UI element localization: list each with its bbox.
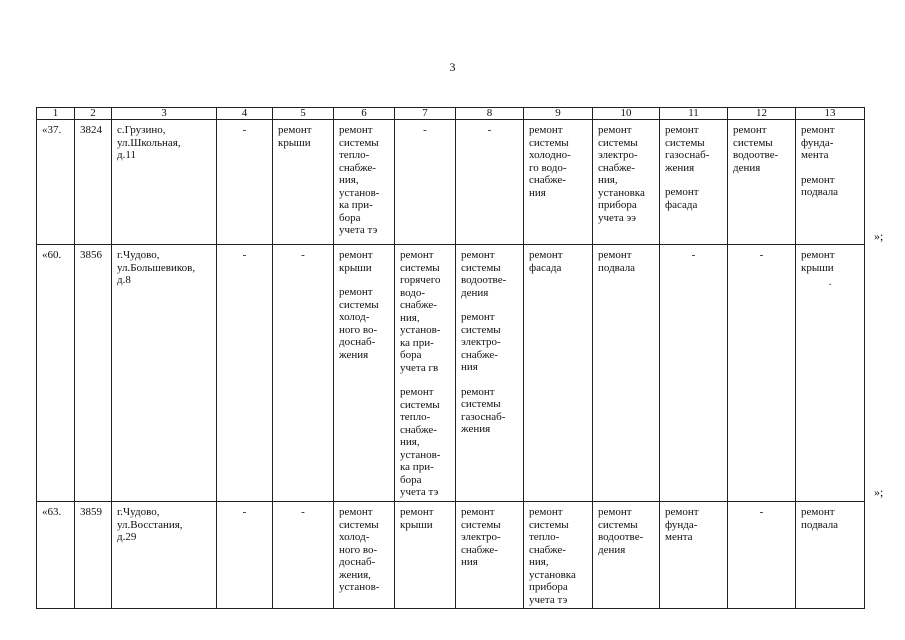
cell-c10	[593, 502, 660, 609]
address: г.Чудово, ул.Большевиков, д.8	[117, 249, 196, 286]
building-code: 3856	[75, 245, 112, 502]
col-header: 4	[217, 108, 273, 120]
col-header: 5	[273, 108, 334, 120]
col-header: 3	[112, 108, 217, 120]
col-header: 6	[334, 108, 395, 120]
cell-c11	[660, 502, 728, 609]
table-row	[37, 502, 865, 609]
col-header: 8	[456, 108, 524, 120]
cell-c10	[593, 120, 660, 245]
address: с.Грузино, ул.Школьная, д.11	[117, 124, 181, 161]
address: г.Чудово, ул.Восстания, д.29	[117, 506, 183, 543]
work-item: ремонт фасада	[529, 249, 563, 274]
cell-c7: -	[395, 120, 456, 245]
work-item: ремонт системы горячего водо- снабже- ния, установ- ка при- бора учета гв	[400, 249, 441, 374]
repair-schedule-table	[36, 107, 865, 609]
row-closing-mark: »;	[874, 485, 884, 499]
row-number: «63.	[37, 502, 75, 609]
row-number: «37.	[37, 120, 75, 245]
col-header: 10	[593, 108, 660, 120]
col-header: 13	[796, 108, 865, 120]
work-item: ремонт системы электро- снабже- ния	[461, 311, 501, 373]
address-cell	[112, 120, 217, 245]
work-item: ремонт системы холод- ного во- доснаб- жения, установ-	[339, 506, 380, 593]
work-item: ремонт системы водоотве- дения	[461, 249, 507, 299]
cell-c5: -	[273, 245, 334, 502]
spacer	[339, 274, 389, 286]
col-header: 11	[660, 108, 728, 120]
work-item: ремонт крыши	[400, 506, 434, 531]
col-header: 1	[37, 108, 75, 120]
work-item: ремонт системы водоотве- дения	[733, 124, 779, 174]
work-item: ремонт системы тепло- снабже- ния, установ- ка при- бора учета тэ	[339, 124, 380, 236]
cell-c11	[660, 120, 728, 245]
work-item: ремонт системы электро- снабже- ния, установка прибора учета ээ	[598, 124, 645, 224]
address-cell	[112, 245, 217, 502]
stray-mark: ·	[828, 280, 832, 291]
work-item: ремонт системы газоснаб- жения	[665, 124, 710, 174]
cell-c7	[395, 245, 456, 502]
cell-c8	[456, 502, 524, 609]
work-item: ремонт подвала	[801, 173, 839, 198]
cell-c12: -	[728, 502, 796, 609]
row-number: «60.	[37, 245, 75, 502]
col-header: 12	[728, 108, 796, 120]
building-code: 3824	[75, 120, 112, 245]
cell-c9	[524, 120, 593, 245]
page-number: 3	[449, 60, 456, 74]
cell-c6	[334, 120, 395, 245]
cell-c5	[273, 120, 334, 245]
work-item: ремонт крыши	[801, 249, 835, 274]
col-header: 9	[524, 108, 593, 120]
work-item: ремонт системы тепло- снабже- ния, установка прибора учета тэ	[529, 506, 576, 606]
cell-c8: -	[456, 120, 524, 245]
spacer	[801, 162, 859, 174]
col-header: 2	[75, 108, 112, 120]
spacer	[665, 174, 722, 186]
table-row	[37, 245, 865, 502]
work-item: ремонт системы тепло- снабже- ния, установ- ка при- бора учета тэ	[400, 386, 441, 498]
work-item: ремонт системы водоотве- дения	[598, 506, 644, 556]
cell-c9	[524, 245, 593, 502]
work-item: ремонт системы холод- ного во- доснаб- жения	[339, 286, 379, 361]
address-cell	[112, 502, 217, 609]
row-closing-mark: »;	[874, 229, 884, 243]
spacer	[461, 374, 518, 386]
work-item: ремонт системы газоснаб- жения	[461, 385, 506, 435]
work-item: ремонт фунда- мента	[801, 124, 835, 161]
work-item: ремонт фунда- мента	[665, 506, 699, 543]
cell-c13	[796, 120, 865, 245]
cell-c10	[593, 245, 660, 502]
cell-c4: -	[217, 502, 273, 609]
cell-c13	[796, 502, 865, 609]
cell-c6	[334, 245, 395, 502]
work-item: ремонт фасада	[665, 186, 699, 211]
spacer	[400, 374, 450, 386]
col-header: 7	[395, 108, 456, 120]
cell-c13	[796, 245, 865, 502]
work-item: ремонт системы холодно- го водо- снабже- ния	[529, 124, 571, 199]
cell-c4: -	[217, 245, 273, 502]
work-item: ремонт системы электро- снабже- ния	[461, 506, 501, 568]
cell-c12	[728, 120, 796, 245]
cell-c6	[334, 502, 395, 609]
cell-c5: -	[273, 502, 334, 609]
cell-c8	[456, 245, 524, 502]
work-item: ремонт крыши	[278, 124, 312, 149]
work-item: ремонт крыши	[339, 249, 373, 274]
cell-c12: -	[728, 245, 796, 502]
table-row	[37, 120, 865, 245]
work-item: ремонт подвала	[801, 506, 839, 531]
header-row	[37, 108, 865, 120]
work-item: ремонт подвала	[598, 249, 636, 274]
cell-c7	[395, 502, 456, 609]
building-code: 3859	[75, 502, 112, 609]
cell-c4: -	[217, 120, 273, 245]
cell-c11: -	[660, 245, 728, 502]
spacer	[461, 299, 518, 311]
cell-c9	[524, 502, 593, 609]
